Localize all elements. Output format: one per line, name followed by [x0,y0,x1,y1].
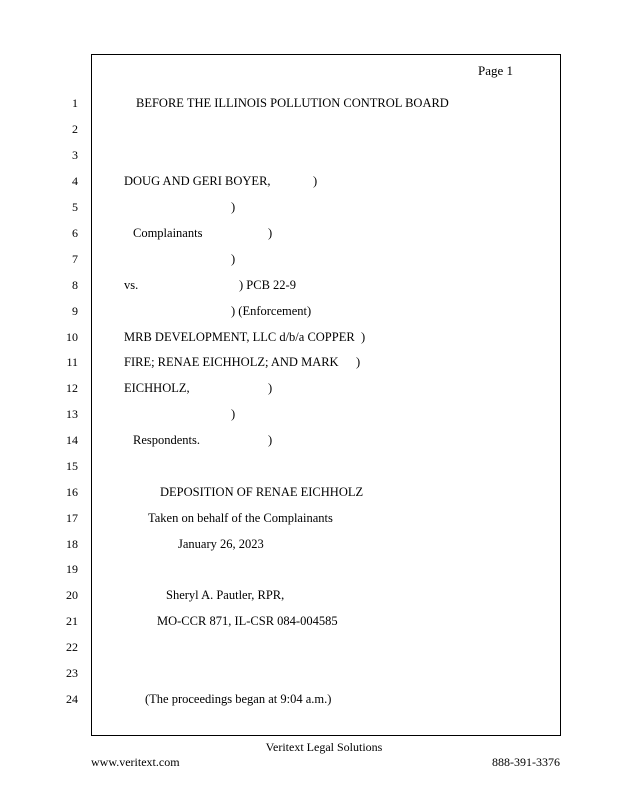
line-number: 17 [66,511,78,525]
deposition-title: DEPOSITION OF RENAE EICHHOLZ [160,485,364,499]
caption-paren: ) [361,330,366,344]
caption-complainants-label: Complainants [133,226,203,240]
line-number: 7 [72,252,78,266]
caption-versus: vs. [124,278,139,292]
deposition-date: January 26, 2023 [178,537,264,551]
proceedings-note: (The proceedings began at 9:04 a.m.) [145,692,332,706]
line-number: 20 [66,588,78,602]
line-number: 12 [66,381,78,395]
caption-paren: ) [313,174,318,188]
line-number: 15 [66,459,78,473]
line-number: 18 [66,537,78,551]
caption-paren: ) [268,433,273,447]
line-number: 21 [66,614,78,628]
line-number: 2 [72,122,78,136]
line-number: 23 [66,666,78,680]
line-number: 16 [66,485,78,499]
case-type: ) (Enforcement) [231,304,312,318]
line-number: 14 [66,433,78,447]
footer-company: Veritext Legal Solutions [265,740,383,754]
board-heading: BEFORE THE ILLINOIS POLLUTION CONTROL BOARD [136,96,449,110]
footer-website: www.veritext.com [91,755,180,769]
deposition-subtitle: Taken on behalf of the Complainants [148,511,333,525]
case-number: ) PCB 22-9 [239,278,296,292]
reporter-name: Sheryl A. Pautler, RPR, [166,588,285,602]
caption-paren: ) [231,200,236,214]
line-number: 3 [72,148,78,162]
line-number: 6 [72,226,78,240]
line-number: 22 [66,640,78,654]
caption-paren: ) [268,226,273,240]
caption-paren: ) [268,381,273,395]
caption-paren: ) [356,355,361,369]
line-number: 13 [66,407,78,421]
caption-paren: ) [231,252,236,266]
line-number: 11 [66,355,78,369]
footer-phone: 888-391-3376 [492,755,560,769]
caption-respondents-names: EICHHOLZ, [124,381,190,395]
line-number: 5 [72,200,78,214]
page-number: Page 1 [478,63,514,78]
caption-respondents-names: MRB DEVELOPMENT, LLC d/b/a COPPER [124,330,355,344]
line-number: 19 [66,562,78,576]
line-number: 4 [72,174,78,188]
reporter-credentials: MO-CCR 871, IL-CSR 084-004585 [157,614,338,628]
caption-complainants-names: DOUG AND GERI BOYER, [124,174,271,188]
caption-paren: ) [231,407,236,421]
line-number: 24 [66,692,78,706]
caption-respondents-label: Respondents. [133,433,201,447]
line-number: 1 [72,96,78,110]
line-number: 10 [66,330,78,344]
line-number: 8 [72,278,78,292]
caption-respondents-names: FIRE; RENAE EICHHOLZ; AND MARK [124,355,339,369]
line-number: 9 [72,304,78,318]
